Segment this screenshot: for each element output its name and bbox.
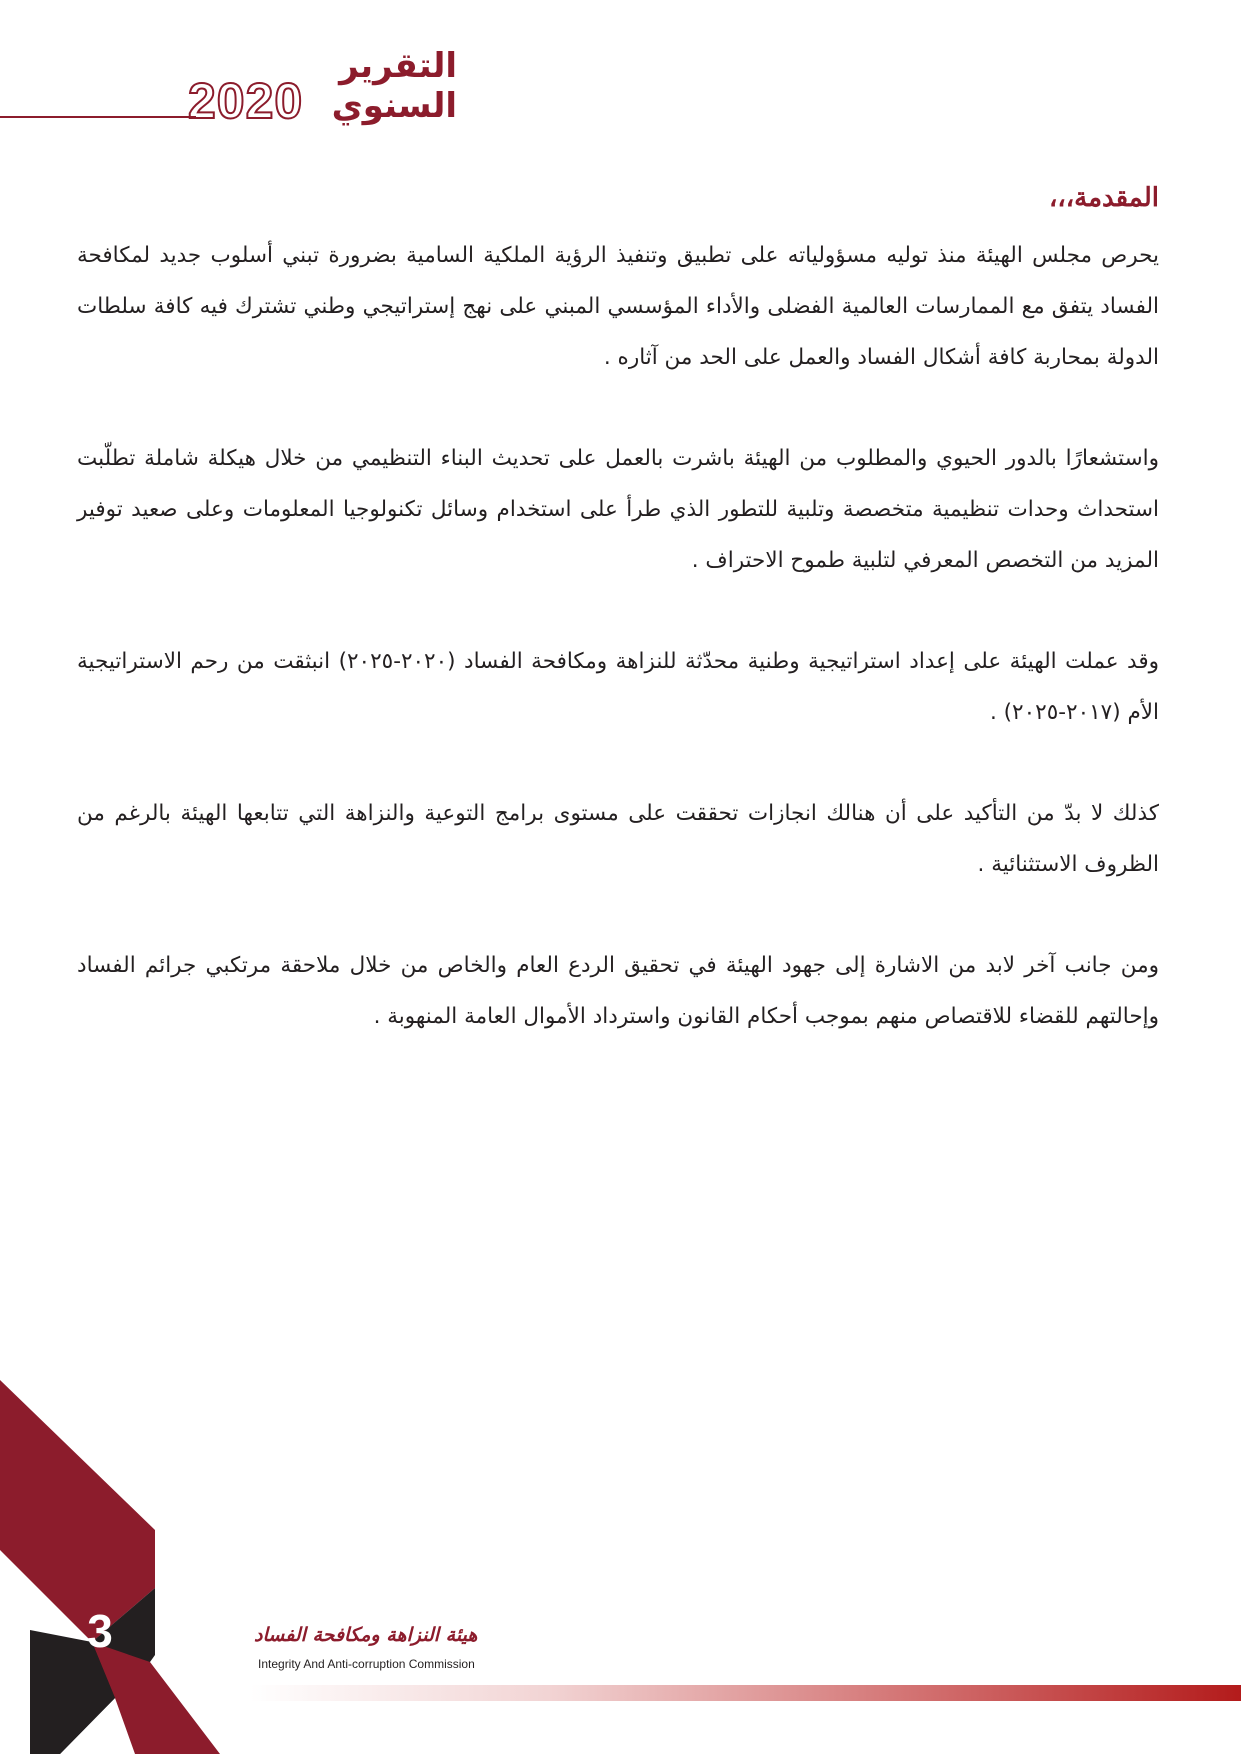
paragraph: ومن جانب آخر لابد من الاشارة إلى جهود الهيئة في تحقيق الردع العام والخاص من خلال ملاحقة مرتكبي جرائم الفساد وإحالتهم للقضاء للاقتصاص منهم بموجب أحكام القانون واسترداد الأموال العامة المنهوبة . bbox=[77, 953, 1159, 1029]
paragraph: كذلك لا بدّ من التأكيد على أن هنالك انجازات تحققت على مستوى برامج التوعية والنزاهة التي تتابعها الهيئة بالرغم من الظروف الاستثنائية . bbox=[77, 801, 1159, 877]
intro-section bbox=[77, 178, 1159, 1092]
footer-gradient-bar bbox=[250, 1685, 1241, 1701]
org-logo-arabic: هيئة النزاهة ومكافحة الفساد bbox=[254, 1624, 478, 1646]
header-year: 2020 bbox=[188, 73, 304, 129]
ribbon-maroon-upper bbox=[0, 1380, 155, 1642]
paragraph: يحرص مجلس الهيئة منذ توليه مسؤولياته على تطبيق وتنفيذ الرؤية الملكية السامية بضرورة تبني أسلوب جديد لمكافحة الفساد يتفق مع الممارسات العالمية الفضلى والأداء المؤسسي المبني على نهج إستراتيجي وطني تشترك فيه كافة سلطات الدولة بمحاربة كافة أشكال الفساد والعمل على الحد من آثاره . bbox=[77, 243, 1159, 370]
header-title-line2: السنوي bbox=[331, 86, 457, 126]
page-number: 3 bbox=[87, 1605, 113, 1657]
report-header bbox=[0, 0, 1241, 140]
paragraph: وقد عملت الهيئة على إعداد استراتيجية وطنية محدّثة للنزاهة ومكافحة الفساد (٢٠٢٠-٢٠٢٥) انبثقت من رحم الاستراتيجية الأم (٢٠١٧-٢٠٢٥) . bbox=[77, 649, 1159, 725]
section-title: المقدمة،،، bbox=[1048, 183, 1159, 213]
org-logo-english: Integrity And Anti-corruption Commission bbox=[258, 1657, 475, 1671]
paragraph: واستشعارًا بالدور الحيوي والمطلوب من الهيئة باشرت بالعمل على تحديث البناء التنظيمي من خلال هيكلة شاملة تطلّبت استحداث وحدات تنظيمية متخصصة وتلبية للتطور الذي طرأ على استخدام وسائل تكنولوجيا المعلومات وعلى صعيد توفير المزيد من التخصص المعرفي لتلبية طموح الاحتراف . bbox=[77, 446, 1159, 573]
header-title-line1: التقرير bbox=[339, 46, 457, 86]
header-rule bbox=[0, 116, 196, 118]
header-title bbox=[332, 46, 457, 126]
